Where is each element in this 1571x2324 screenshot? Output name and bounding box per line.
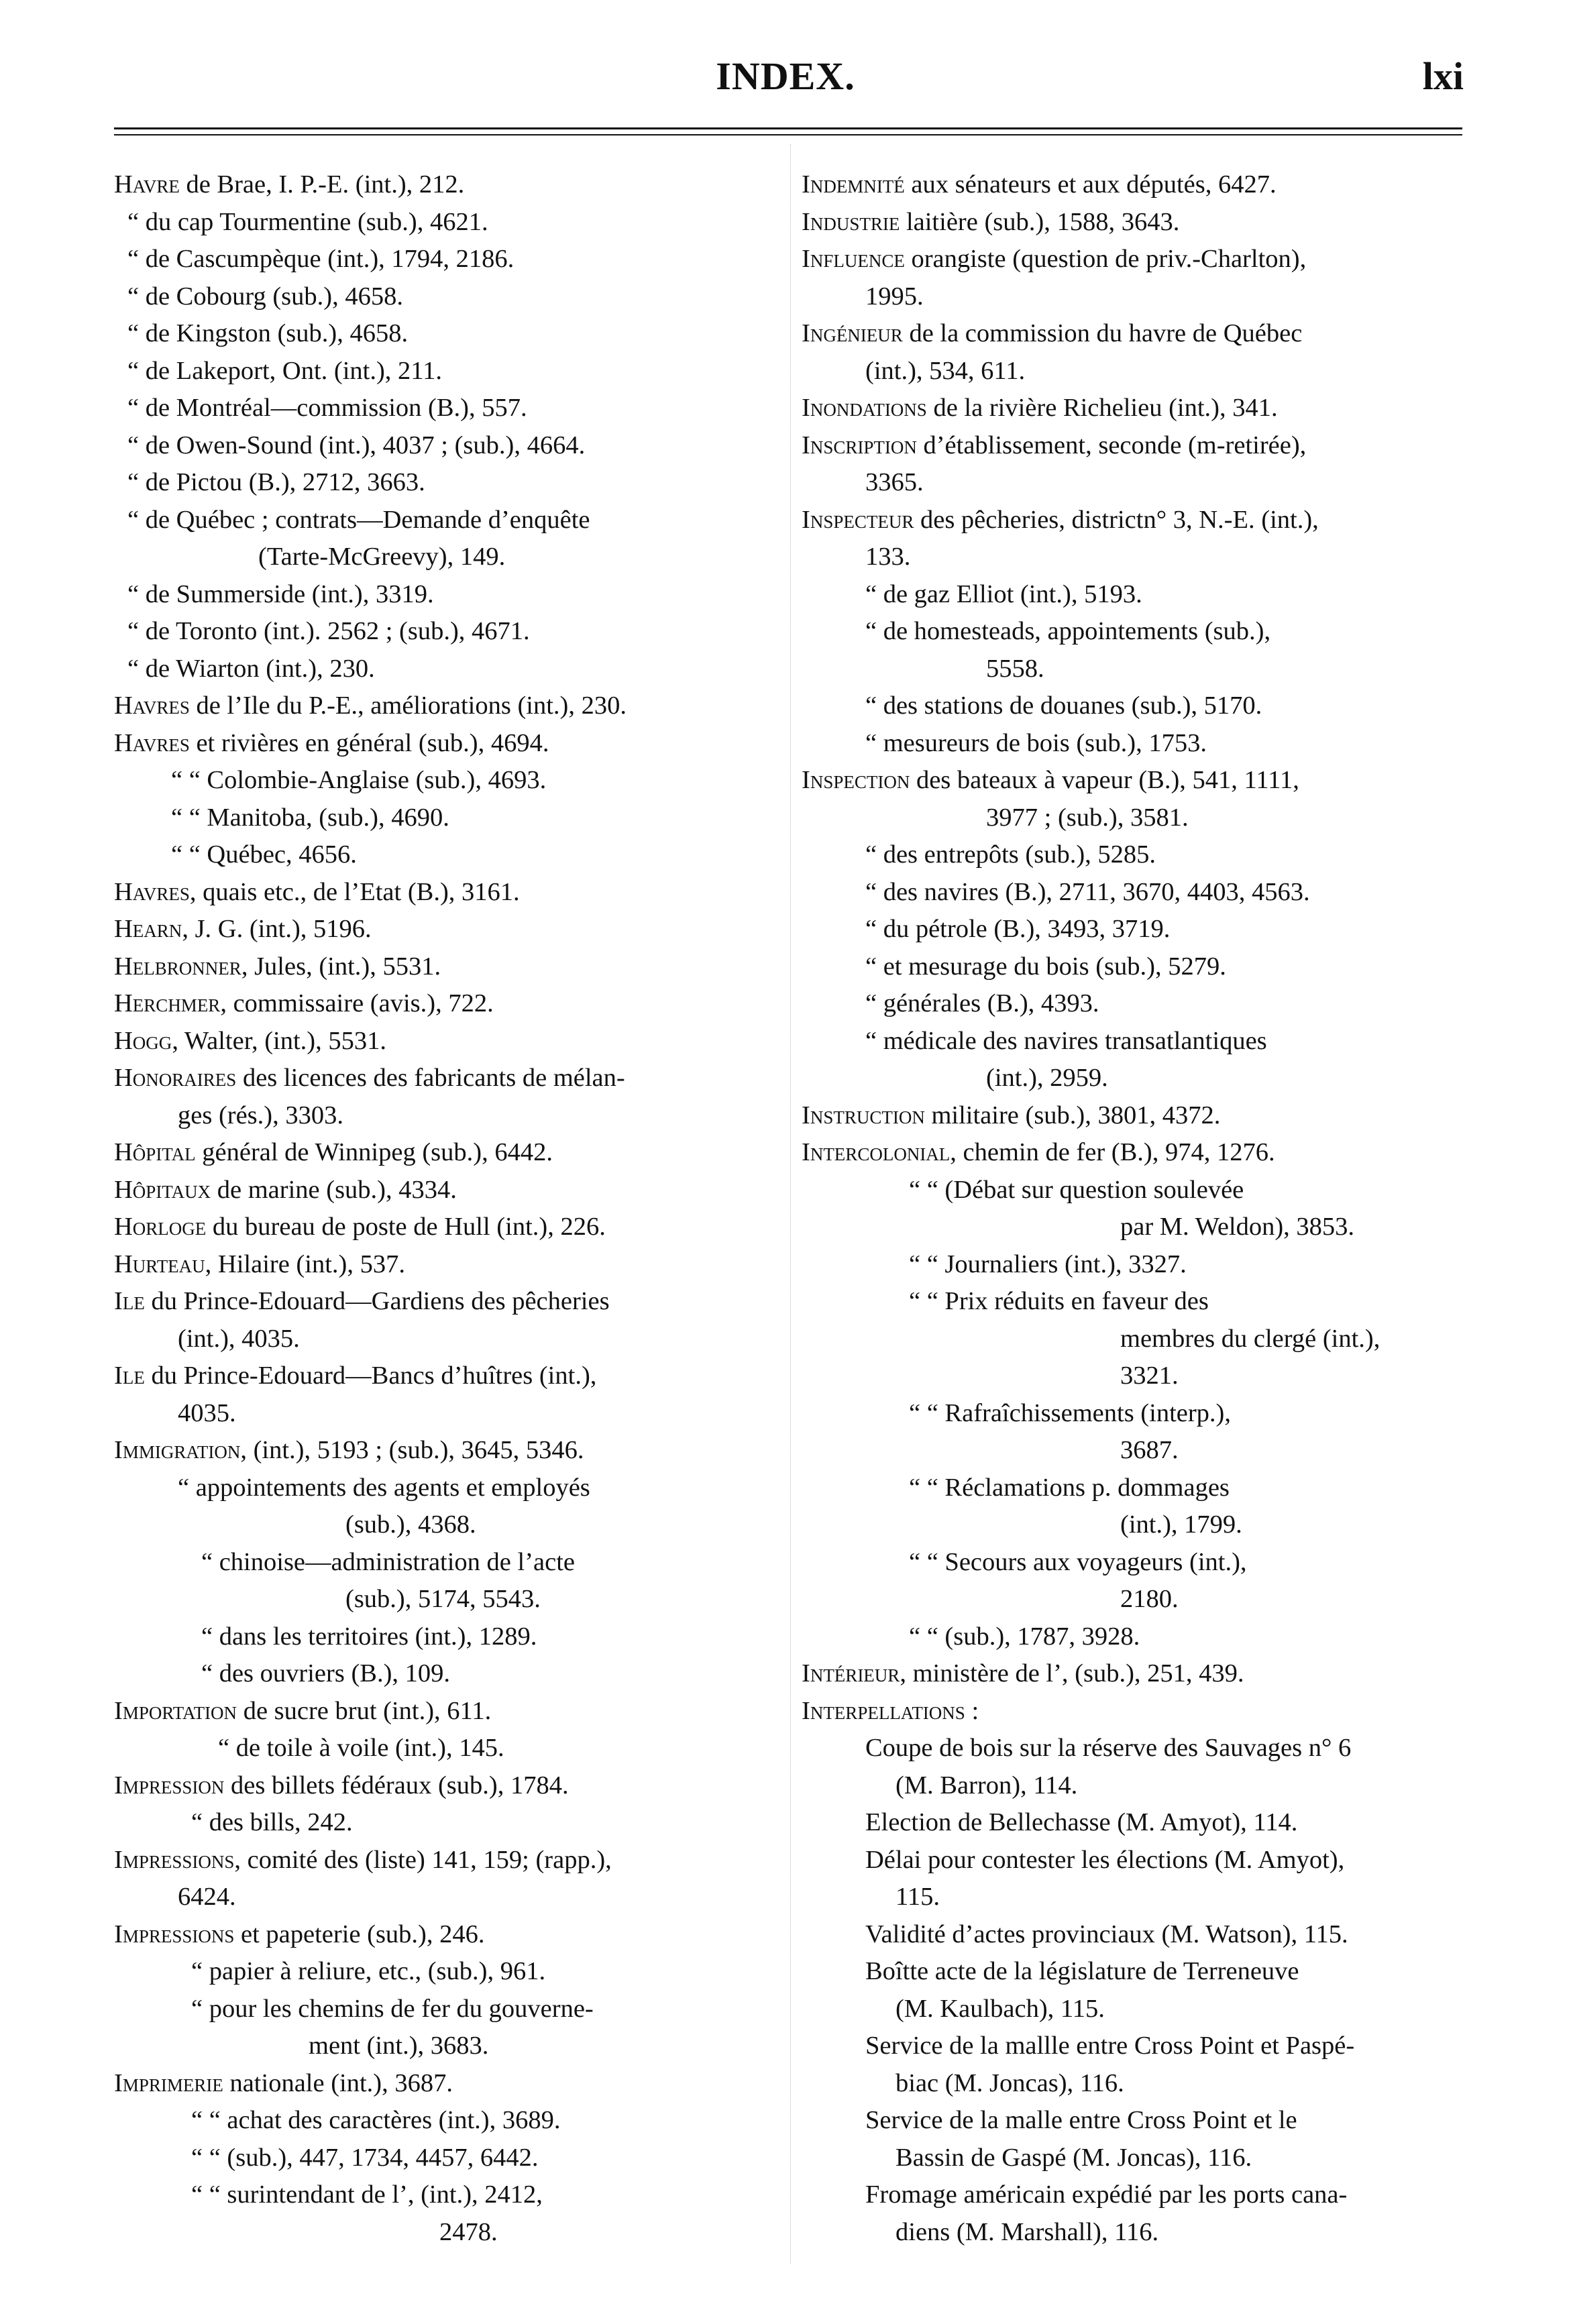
index-entry-line bbox=[114, 1804, 785, 1842]
index-entry-heading: Horloge bbox=[114, 1213, 207, 1241]
index-entry-text: “ de toile à voile (int.), 145. bbox=[218, 1734, 504, 1762]
index-entry-line bbox=[114, 1023, 785, 1060]
index-entry-text: des billets fédéraux (sub.), 1784. bbox=[224, 1771, 569, 1800]
index-entry-text: “ de Lakeport, Ont. (int.), 211. bbox=[127, 356, 442, 385]
index-entry-line bbox=[802, 1767, 1466, 1805]
index-entry-line bbox=[802, 1581, 1466, 1618]
index-entry-heading: Havre bbox=[114, 170, 180, 199]
index-entry-text: “ “ surintendant de l’, (int.), 2412, bbox=[191, 2180, 543, 2209]
index-entry-text: Délai pour contester les élections (M. Amyot), bbox=[865, 1845, 1345, 1874]
index-entry-line bbox=[114, 1842, 785, 1879]
index-entry-text: Bassin de Gaspé (M. Joncas), 116. bbox=[896, 2143, 1252, 2172]
index-entry-line bbox=[802, 836, 1466, 874]
index-entry-line bbox=[114, 613, 785, 651]
index-entry-line bbox=[802, 762, 1466, 799]
index-entry-heading: Hogg bbox=[114, 1026, 172, 1055]
index-entry-heading: Intercolonial bbox=[802, 1138, 951, 1166]
index-entry-text: “ “ achat des caractères (int.), 3689. bbox=[191, 2106, 561, 2134]
index-entry-text: nationale (int.), 3687. bbox=[223, 2068, 453, 2097]
index-entry-heading: Interpellations bbox=[802, 1696, 965, 1725]
index-entry-line bbox=[114, 762, 785, 799]
index-entry-heading: Imprimerie bbox=[114, 2068, 223, 2097]
index-entry-line bbox=[802, 166, 1466, 204]
index-entry-heading: Havres bbox=[114, 691, 190, 720]
header-rule-bottom bbox=[114, 134, 1462, 135]
index-entry-text: Coupe de bois sur la réserve des Sauvages n° 6 bbox=[865, 1734, 1352, 1762]
index-entry-text: 115. bbox=[896, 1883, 940, 1911]
index-entry-text: Validité d’actes provinciaux (M. Watson), 115. bbox=[865, 1920, 1348, 1948]
index-entry-line bbox=[802, 725, 1466, 763]
index-entry-line bbox=[114, 204, 785, 241]
index-entry-text: “ “ Québec, 4656. bbox=[171, 840, 357, 869]
index-entry-text: biac (M. Joncas), 116. bbox=[896, 2068, 1124, 2097]
index-entry-text: par M. Weldon), 3853. bbox=[1120, 1213, 1355, 1241]
index-entry-line bbox=[802, 651, 1466, 688]
index-entry-line bbox=[114, 353, 785, 390]
index-entry-text: de la rivière Richelieu (int.), 341. bbox=[926, 394, 1278, 422]
index-entry-line bbox=[114, 1172, 785, 1209]
index-entry-text: (sub.), 4368. bbox=[345, 1510, 476, 1539]
index-entry-heading: Importation bbox=[114, 1696, 237, 1725]
index-entry-text: , Hilaire (int.), 537. bbox=[205, 1250, 405, 1278]
index-entry-heading: Impressions bbox=[114, 1845, 235, 1874]
index-entry-line bbox=[802, 1097, 1466, 1135]
index-entry-line bbox=[114, 948, 785, 986]
index-entry-text: de sucre brut (int.), 611. bbox=[237, 1696, 492, 1725]
index-entry-line bbox=[802, 502, 1466, 539]
page-title: INDEX. bbox=[716, 54, 855, 98]
index-entry-text: “ “ Manitoba, (sub.), 4690. bbox=[171, 803, 449, 832]
index-entry-text: “ de Wiarton (int.), 230. bbox=[127, 654, 375, 683]
index-entry-heading: Hôpitaux bbox=[114, 1175, 211, 1204]
index-entry-heading: Influence bbox=[802, 245, 905, 273]
index-entry-line bbox=[114, 1209, 785, 1246]
index-entry-line bbox=[802, 1209, 1466, 1246]
column-divider bbox=[790, 144, 791, 2264]
index-entry-heading: Inondations bbox=[802, 394, 927, 422]
index-entry-line bbox=[114, 539, 785, 576]
index-entry-heading: Hurteau bbox=[114, 1250, 205, 1278]
index-entry-text: “ chinoise—administration de l’acte bbox=[201, 1547, 575, 1576]
index-column-right bbox=[802, 166, 1466, 2251]
index-entry-heading: Indemnité bbox=[802, 170, 905, 199]
index-entry-text: des bateaux à vapeur (B.), 541, 1111, bbox=[910, 766, 1299, 794]
index-entry-text: “ “ Prix réduits en faveur des bbox=[909, 1287, 1209, 1315]
index-entry-line bbox=[114, 1358, 785, 1395]
index-entry-line bbox=[114, 1395, 785, 1433]
index-entry-line bbox=[114, 1134, 785, 1172]
index-entry-line bbox=[802, 874, 1466, 911]
index-entry-line bbox=[114, 725, 785, 763]
index-entry-text: , Walter, (int.), 5531. bbox=[172, 1026, 387, 1055]
index-entry-line bbox=[802, 241, 1466, 278]
index-entry-line bbox=[802, 1655, 1466, 1693]
index-entry-line bbox=[114, 315, 785, 353]
index-entry-line bbox=[802, 1172, 1466, 1209]
index-entry-line bbox=[114, 2028, 785, 2065]
index-entry-line bbox=[802, 1730, 1466, 1767]
index-entry-text: “ et mesurage du bois (sub.), 5279. bbox=[865, 952, 1226, 981]
index-entry-text: “ de Montréal—commission (B.), 557. bbox=[127, 394, 527, 422]
index-entry-line bbox=[802, 1916, 1466, 1954]
index-entry-text: (sub.), 5174, 5543. bbox=[345, 1585, 541, 1613]
index-entry-line bbox=[114, 1097, 785, 1135]
index-entry-text: du Prince-Edouard—Gardiens des pêcheries bbox=[144, 1287, 610, 1315]
index-entry-text: et papeterie (sub.), 246. bbox=[234, 1920, 485, 1948]
index-entry-text: d’établissement, seconde (m-retirée), bbox=[916, 431, 1307, 459]
index-entry-text: “ de gaz Elliot (int.), 5193. bbox=[865, 579, 1142, 608]
index-entry-line bbox=[114, 1991, 785, 2028]
index-entry-line bbox=[802, 315, 1466, 353]
index-entry-text: , commissaire (avis.), 722. bbox=[220, 989, 494, 1017]
index-entry-line bbox=[114, 1916, 785, 1954]
index-entry-heading: Herchmer bbox=[114, 989, 221, 1017]
index-entry-text: “ “ Journaliers (int.), 3327. bbox=[909, 1250, 1187, 1278]
index-entry-text: “ des entrepôts (sub.), 5285. bbox=[865, 840, 1156, 869]
index-entry-line bbox=[114, 1246, 785, 1284]
index-entry-line bbox=[802, 1991, 1466, 2028]
index-entry-line bbox=[114, 651, 785, 688]
index-entry-text: “ des navires (B.), 2711, 3670, 4403, 4563. bbox=[865, 877, 1310, 906]
index-entry-text: diens (M. Marshall), 116. bbox=[896, 2217, 1159, 2246]
index-entry-line bbox=[802, 2140, 1466, 2177]
index-entry-text: “ “ Réclamations p. dommages bbox=[909, 1473, 1230, 1502]
index-entry-text: de la commission du havre de Québec bbox=[902, 319, 1303, 347]
index-entry-text: “ générales (B.), 4393. bbox=[865, 989, 1099, 1017]
header-rule-top bbox=[114, 127, 1462, 129]
page-number: lxi bbox=[1422, 54, 1464, 98]
index-entry-text: “ de Pictou (B.), 2712, 3663. bbox=[127, 468, 425, 496]
index-entry-line bbox=[114, 1693, 785, 1730]
index-entry-text: “ de Kingston (sub.), 4658. bbox=[127, 319, 409, 347]
index-entry-text: “ médicale des navires transatlantiques bbox=[865, 1026, 1267, 1055]
index-entry-heading: Havres bbox=[114, 877, 190, 906]
index-entry-text: 5558. bbox=[986, 654, 1044, 683]
index-entry-text: aux sénateurs et aux députés, 6427. bbox=[904, 170, 1277, 199]
index-entry-line bbox=[114, 1506, 785, 1544]
index-entry-text: ment (int.), 3683. bbox=[309, 2032, 489, 2060]
index-entry-heading: Ile bbox=[114, 1287, 145, 1315]
index-entry-text: “ des stations de douanes (sub.), 5170. bbox=[865, 691, 1262, 720]
index-entry-text: (Tarte-McGreevy), 149. bbox=[258, 543, 506, 571]
index-entry-text: “ mesureurs de bois (sub.), 1753. bbox=[865, 728, 1207, 757]
index-entry-text: (int.), 4035. bbox=[178, 1324, 300, 1353]
index-entry-text: , J. G. (int.), 5196. bbox=[182, 915, 372, 943]
index-entry-line bbox=[114, 985, 785, 1023]
index-entry-line bbox=[114, 2102, 785, 2140]
index-entry-line bbox=[802, 2028, 1466, 2065]
index-entry-heading: Intérieur bbox=[802, 1659, 900, 1687]
index-entry-text: “ “ (sub.), 1787, 3928. bbox=[909, 1622, 1140, 1651]
index-entry-line bbox=[802, 1432, 1466, 1470]
index-entry-text: 2180. bbox=[1120, 1585, 1179, 1613]
index-entry-heading: Inscription bbox=[802, 431, 917, 459]
index-entry-line bbox=[802, 1321, 1466, 1358]
index-entry-line bbox=[114, 2140, 785, 2177]
index-entry-text: “ “ (Débat sur question soulevée bbox=[909, 1175, 1244, 1204]
index-entry-line bbox=[114, 1767, 785, 1805]
index-entry-text: “ “ Secours aux voyageurs (int.), bbox=[909, 1547, 1247, 1576]
index-entry-text: de marine (sub.), 4334. bbox=[211, 1175, 457, 1204]
index-entry-line bbox=[114, 911, 785, 948]
index-entry-heading: Inspection bbox=[802, 766, 910, 794]
index-entry-line bbox=[114, 1432, 785, 1470]
index-entry-text: (M. Kaulbach), 115. bbox=[896, 1994, 1105, 2023]
index-entry-text: , chemin de fer (B.), 974, 1276. bbox=[950, 1138, 1275, 1166]
index-entry-text: , Jules, (int.), 5531. bbox=[241, 952, 441, 981]
index-entry-text: , quais etc., de l’Etat (B.), 3161. bbox=[189, 877, 520, 906]
index-entry-heading: Ile bbox=[114, 1362, 145, 1390]
index-entry-heading: Hôpital bbox=[114, 1138, 196, 1166]
index-entry-line bbox=[802, 1953, 1466, 1991]
index-entry-line bbox=[114, 1470, 785, 1507]
index-entry-line bbox=[802, 613, 1466, 651]
index-entry-line bbox=[114, 1060, 785, 1097]
index-entry-heading: Instruction bbox=[802, 1101, 925, 1129]
index-entry-line bbox=[114, 874, 785, 911]
index-entry-line bbox=[802, 2214, 1466, 2252]
index-entry-text: , comité des (liste) 141, 159; (rapp.), bbox=[234, 1845, 612, 1874]
index-entry-text: et rivières en général (sub.), 4694. bbox=[189, 728, 549, 757]
index-entry-line bbox=[802, 687, 1466, 725]
index-entry-text: du Prince-Edouard—Bancs d’huîtres (int.), bbox=[144, 1362, 597, 1390]
index-entry-text: “ dans les territoires (int.), 1289. bbox=[201, 1622, 537, 1651]
index-entry-text: “ de Owen-Sound (int.), 4037 ; (sub.), 4664. bbox=[127, 431, 586, 459]
index-entry-text: de Brae, I. P.-E. (int.), 212. bbox=[179, 170, 465, 199]
index-entry-text: ges (rés.), 3303. bbox=[178, 1101, 343, 1129]
index-entry-line bbox=[114, 502, 785, 539]
index-entry-line bbox=[114, 166, 785, 204]
index-entry-line bbox=[802, 1544, 1466, 1582]
index-entry-text: Election de Bellechasse (M. Amyot), 114. bbox=[865, 1808, 1298, 1836]
index-entry-text: des pêcheries, districtn° 3, N.-E. (int.), bbox=[914, 505, 1319, 534]
index-entry-line bbox=[114, 390, 785, 427]
index-entry-text: “ de homesteads, appointements (sub.), bbox=[865, 617, 1271, 645]
index-entry-text: Fromage américain expédié par les ports cana- bbox=[865, 2180, 1348, 2209]
index-entry-text: “ des ouvriers (B.), 109. bbox=[201, 1659, 451, 1687]
index-entry-line bbox=[802, 427, 1466, 465]
index-entry-heading: Ingénieur bbox=[802, 319, 903, 347]
index-entry-text: “ “ (sub.), 447, 1734, 4457, 6442. bbox=[191, 2143, 539, 2172]
index-entry-heading: Helbronner bbox=[114, 952, 241, 981]
index-entry-text: (int.), 1799. bbox=[1120, 1510, 1242, 1539]
index-entry-line bbox=[114, 1953, 785, 1991]
index-entry-text: (M. Barron), 114. bbox=[896, 1771, 1078, 1800]
index-entry-line bbox=[802, 2176, 1466, 2214]
index-entry-text: 3687. bbox=[1120, 1436, 1179, 1464]
index-entry-line bbox=[114, 1321, 785, 1358]
index-entry-line bbox=[802, 799, 1466, 837]
index-entry-text: : bbox=[965, 1696, 979, 1725]
index-entry-text: membres du clergé (int.), bbox=[1120, 1324, 1380, 1353]
index-entry-text: 6424. bbox=[178, 1883, 236, 1911]
index-entry-text: 2478. bbox=[439, 2217, 498, 2246]
index-entry-text: (int.), 2959. bbox=[986, 1064, 1108, 1092]
index-entry-line bbox=[802, 1395, 1466, 1433]
index-entry-text: orangiste (question de priv.-Charlton), bbox=[904, 245, 1307, 273]
index-entry-line bbox=[802, 1470, 1466, 1507]
index-entry-line bbox=[114, 278, 785, 316]
index-entry-text: militaire (sub.), 3801, 4372. bbox=[924, 1101, 1221, 1129]
index-entry-line bbox=[802, 539, 1466, 576]
index-entry-text: “ de Cobourg (sub.), 4658. bbox=[127, 282, 403, 311]
index-entry-heading: Havres bbox=[114, 728, 190, 757]
index-entry-line bbox=[802, 1693, 1466, 1730]
index-entry-text: “ papier à reliure, etc., (sub.), 961. bbox=[191, 1957, 546, 1985]
index-column-left bbox=[114, 166, 785, 2251]
index-entry-text: de l’Ile du P.-E., améliorations (int.), 230. bbox=[189, 691, 627, 720]
index-entry-line bbox=[114, 576, 785, 614]
index-entry-text: 133. bbox=[865, 543, 911, 571]
index-entry-line bbox=[802, 1134, 1466, 1172]
index-entry-line bbox=[802, 1804, 1466, 1842]
index-entry-heading: Industrie bbox=[802, 207, 900, 236]
index-entry-text: Service de la mallle entre Cross Point et Paspé- bbox=[865, 2032, 1355, 2060]
index-entry-line bbox=[802, 2102, 1466, 2140]
index-entry-line bbox=[802, 1842, 1466, 1879]
index-entry-line bbox=[802, 2065, 1466, 2103]
index-entry-line bbox=[802, 1879, 1466, 1916]
index-entry-line bbox=[114, 2214, 785, 2252]
index-entry-line bbox=[802, 911, 1466, 948]
index-entry-line bbox=[802, 204, 1466, 241]
index-entry-heading: Inspecteur bbox=[802, 505, 914, 534]
index-entry-line bbox=[802, 1283, 1466, 1321]
index-entry-line bbox=[802, 985, 1466, 1023]
index-entry-line bbox=[802, 1358, 1466, 1395]
index-entry-text: général de Winnipeg (sub.), 6442. bbox=[195, 1138, 553, 1166]
index-entry-line bbox=[802, 390, 1466, 427]
index-entry-line bbox=[802, 1246, 1466, 1284]
index-entry-line bbox=[114, 1879, 785, 1916]
index-entry-line bbox=[114, 1544, 785, 1582]
index-entry-line bbox=[802, 948, 1466, 986]
index-entry-heading: Impressions bbox=[114, 1920, 235, 1948]
index-entry-line bbox=[802, 1506, 1466, 1544]
index-entry-line bbox=[114, 687, 785, 725]
index-entry-text: “ pour les chemins de fer du gouverne- bbox=[191, 1994, 594, 2023]
index-entry-line bbox=[114, 836, 785, 874]
index-entry-text: “ “ Colombie-Anglaise (sub.), 4693. bbox=[171, 766, 547, 794]
index-entry-line bbox=[802, 1023, 1466, 1060]
index-entry-text: “ des bills, 242. bbox=[191, 1808, 353, 1836]
index-entry-line bbox=[114, 1618, 785, 1656]
index-entry-line bbox=[114, 427, 785, 465]
index-entry-text: (int.), 534, 611. bbox=[865, 356, 1026, 385]
page-header bbox=[0, 47, 1571, 121]
index-entry-text: des licences des fabricants de mélan- bbox=[236, 1064, 625, 1092]
index-entry-line bbox=[802, 278, 1466, 316]
index-entry-text: du bureau de poste de Hull (int.), 226. bbox=[206, 1213, 606, 1241]
index-entry-line bbox=[802, 576, 1466, 614]
index-entry-text: 4035. bbox=[178, 1398, 236, 1427]
index-entry-text: 3321. bbox=[1120, 1362, 1179, 1390]
index-entry-line bbox=[114, 1655, 785, 1693]
index-entry-text: “ de Summerside (int.), 3319. bbox=[127, 579, 434, 608]
index-entry-text: Service de la malle entre Cross Point et le bbox=[865, 2106, 1297, 2134]
index-entry-text: “ de Cascumpèque (int.), 1794, 2186. bbox=[127, 245, 514, 273]
index-entry-heading: Immigration bbox=[114, 1436, 241, 1464]
index-entry-line bbox=[114, 1283, 785, 1321]
index-entry-line bbox=[802, 353, 1466, 390]
index-entry-line bbox=[802, 1060, 1466, 1097]
index-entry-heading: Impression bbox=[114, 1771, 225, 1800]
index-entry-text: 1995. bbox=[865, 282, 924, 311]
index-entry-text: laitière (sub.), 1588, 3643. bbox=[900, 207, 1180, 236]
index-entry-text: Boîtte acte de la législature de Terreneuve bbox=[865, 1957, 1299, 1985]
index-entry-text: “ du cap Tourmentine (sub.), 4621. bbox=[127, 207, 488, 236]
index-entry-text: 3365. bbox=[865, 468, 924, 496]
index-entry-line bbox=[114, 2176, 785, 2214]
index-entry-heading: Honoraires bbox=[114, 1064, 237, 1092]
index-entry-line bbox=[114, 1730, 785, 1767]
index-entry-text: 3977 ; (sub.), 3581. bbox=[986, 803, 1189, 832]
index-entry-text: “ du pétrole (B.), 3493, 3719. bbox=[865, 915, 1171, 943]
index-entry-text: “ appointements des agents et employés bbox=[178, 1473, 590, 1502]
index-entry-text: “ de Québec ; contrats—Demande d’enquête bbox=[127, 505, 590, 534]
index-entry-heading: Hearn bbox=[114, 915, 182, 943]
index-entry-text: , ministère de l’, (sub.), 251, 439. bbox=[900, 1659, 1244, 1687]
index-entry-line bbox=[114, 1581, 785, 1618]
index-entry-text: , (int.), 5193 ; (sub.), 3645, 5346. bbox=[240, 1436, 584, 1464]
index-entry-line bbox=[114, 2065, 785, 2103]
index-entry-text: “ “ Rafraîchissements (interp.), bbox=[909, 1398, 1231, 1427]
index-entry-line bbox=[802, 1618, 1466, 1656]
index-entry-line bbox=[114, 799, 785, 837]
index-entry-line bbox=[114, 464, 785, 502]
index-entry-text: “ de Toronto (int.). 2562 ; (sub.), 4671. bbox=[127, 617, 530, 645]
index-entry-line bbox=[802, 464, 1466, 502]
index-entry-line bbox=[114, 241, 785, 278]
